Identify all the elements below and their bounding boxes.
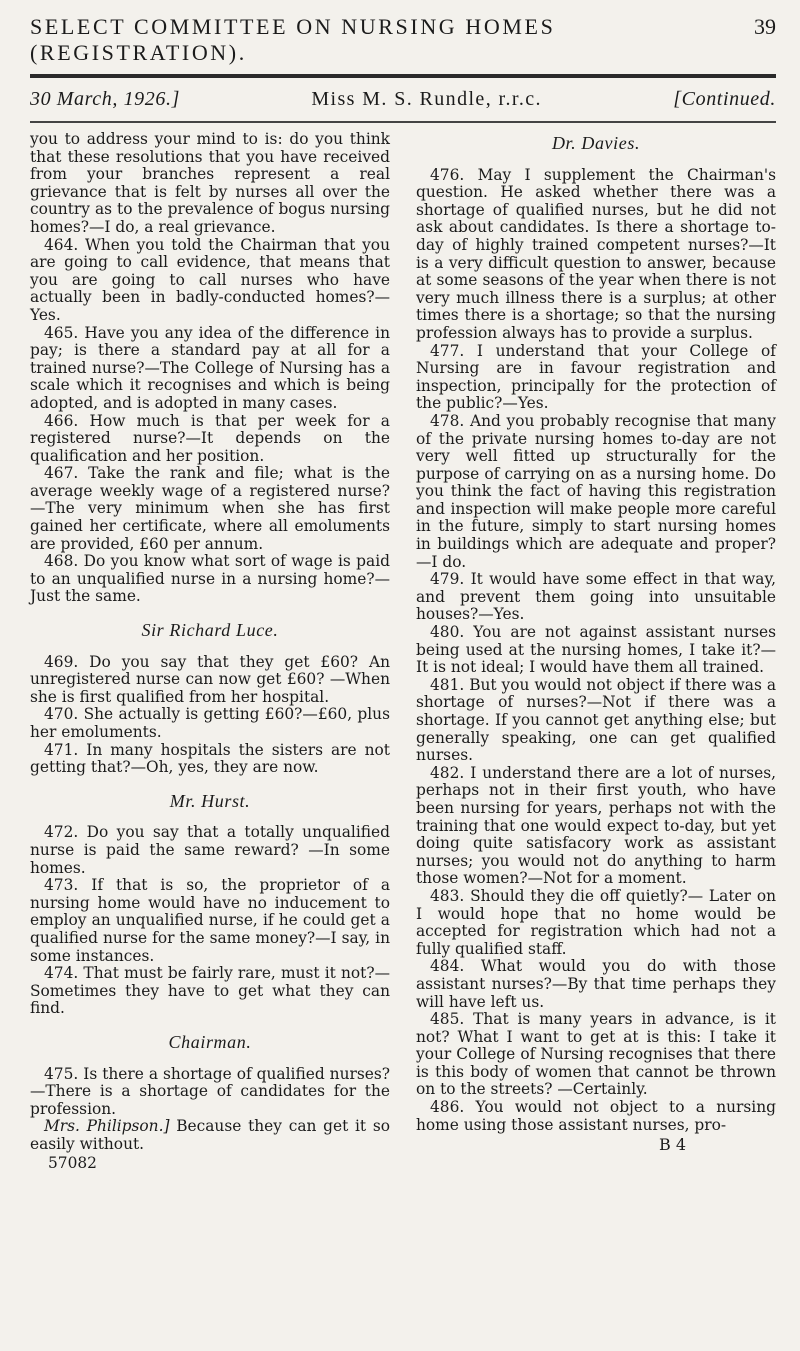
- question-471: 471. In many hospitals the sisters are not getting that?—Oh, yes, they are now.: [30, 740, 390, 777]
- question-486: 486. You would not object to a nursing home using those assistant nurses, pro-: [416, 1098, 776, 1134]
- question-473: 473. If that is so, the proprietor of a nursing home would have no inducement to employ an unqualified nurse, if he could get a qualified nurse for the same money?—I say, in some instances.: [30, 876, 390, 965]
- meta-rule: [30, 121, 776, 123]
- question-482: 482. I understand there are a lot of nurses, perhaps not in their first youth, who have been nursing for years, perhaps not with the training that one would expect to-day, but yet doing quite satisfacory work as assistant nurses; you would not do anything to harm those women?—Not for a moment.: [416, 763, 776, 888]
- body-columns: [30, 131, 776, 1173]
- header-rule: [30, 74, 776, 78]
- running-head: [30, 14, 776, 66]
- question-465: 465. Have you any idea of the difference in pay; is there a standard pay at all for a trained nurse?—The College of Nursing has a scale which it recognises and which is being adopted, and is adopted in many cases.: [30, 323, 390, 412]
- question-468: 468. Do you know what sort of wage is paid to an unqualified nurse in a nursing home?—Just the same.: [30, 552, 390, 606]
- question-467: 467. Take the rank and file; what is the average weekly wage of a registered nurse?—The very minimum when she has first gained her certificate, where all emoluments are provided, £60 per annum.: [30, 464, 390, 553]
- session-meta: [30, 88, 776, 111]
- question-475: 475. Is there a shortage of qualified nurses?—There is a shortage of candidates for the profession.: [30, 1064, 390, 1118]
- question-479: 479. It would have some effect in that way, and prevent them going into unsuitable houses?—Yes.: [416, 570, 776, 624]
- running-title: SELECT COMMITTEE ON NURSING HOMES (REGISTRATION).: [30, 14, 556, 65]
- sheet-signature: B 4: [658, 1135, 686, 1155]
- interjection-text: Because they can get it so easily without.: [30, 1117, 390, 1153]
- witness-name: Miss M. S. Rundle, r.r.c.: [311, 88, 542, 110]
- session-date: 30 March, 1926.]: [30, 88, 180, 110]
- question-472: 472. Do you say that a totally unqualified nurse is paid the same reward? —In some homes.: [30, 823, 390, 877]
- speaker-heading: Chairman.: [168, 1031, 252, 1052]
- paragraph: you to address your mind to is: do you think that these resolutions that you have received from your branches represent a real grievance that is felt by nurses all over the country as to the prevalence of bogus nursing homes?—I do, a real grievance.: [30, 130, 390, 236]
- interjection-philipson: [30, 1118, 390, 1153]
- question-466: 466. How much is that per week for a registered nurse?—It depends on the qualification and her position.: [30, 411, 390, 465]
- speaker-heading: Mr. Hurst.: [169, 790, 251, 811]
- question-484: 484. What would you do with those assistant nurses?—By that time perhaps they will have left us.: [416, 957, 776, 1011]
- question-481: 481. But you would not object if there was a shortage of nurses?—Not if there was a shortage. If you cannot get anything else; but generally speaking, one can get qualified nurses.: [416, 675, 776, 765]
- question-476: 476. May I supplement the Chairman's question. He asked whether there was a shortage of qualified nurses, but he did not ask about candidates. Is there a shortage to-day of highly trained competent nurses?—It is a very difficult question to answer, because at some seasons of the year when there is not very much illness there is a surplus; at other times there is a shortage; so that the nursing profession always has to provide a surplus.: [416, 165, 776, 342]
- speaker-heading: Sir Richard Luce.: [141, 620, 279, 641]
- left-column: [30, 131, 390, 1173]
- question-469: 469. Do you say that they get £60? An unregistered nurse can now get £60? —When she is first qualified from her hospital.: [30, 652, 390, 706]
- question-478: 478. And you probably recognise that many of the private nursing homes to-day are not very well fitted up structurally for the purpose of carrying on as a nursing home. Do you think the fact of having this registration and inspection will make people more careful in the future, simply to start nursing homes in buildings which are adequate and proper? —I do.: [416, 411, 776, 571]
- question-485: 485. That is many years in advance, is it not? What I want to get at is this: I take it your College of Nursing recognises that there is this body of women that cannot be thrown on to the streets? —Certainly.: [416, 1010, 776, 1099]
- right-column: [416, 131, 776, 1173]
- question-477: 477. I understand that your College of Nursing are in favour registration and inspection, principally for the protection of the public?—Yes.: [416, 341, 776, 413]
- speaker-heading: Dr. Davies.: [551, 133, 641, 153]
- question-483: 483. Should they die off quietly?— Later on I would hope that no home would be accepted for registration which had not a fully qualified staff.: [416, 886, 776, 958]
- page-number: 39: [754, 14, 776, 39]
- question-474: 474. That must be fairly rare, must it not?—Sometimes they have to get what they can find.: [30, 964, 390, 1018]
- question-464: 464. When you told the Chairman that you are going to call evidence, that means that you are going to call nurses who have actually been in badly-conducted homes?—Yes.: [30, 235, 390, 324]
- inline-speaker: Mrs. Philipson.]: [44, 1117, 170, 1136]
- continued-mark: [Continued.: [673, 88, 776, 110]
- question-470: 470. She actually is getting £60?—£60, plus her emoluments.: [30, 705, 390, 741]
- question-480: 480. You are not against assistant nurses being used at the nursing homes, I take it?—It is not ideal; I would have them all trained.: [416, 623, 776, 677]
- print-code: 57082: [48, 1154, 97, 1173]
